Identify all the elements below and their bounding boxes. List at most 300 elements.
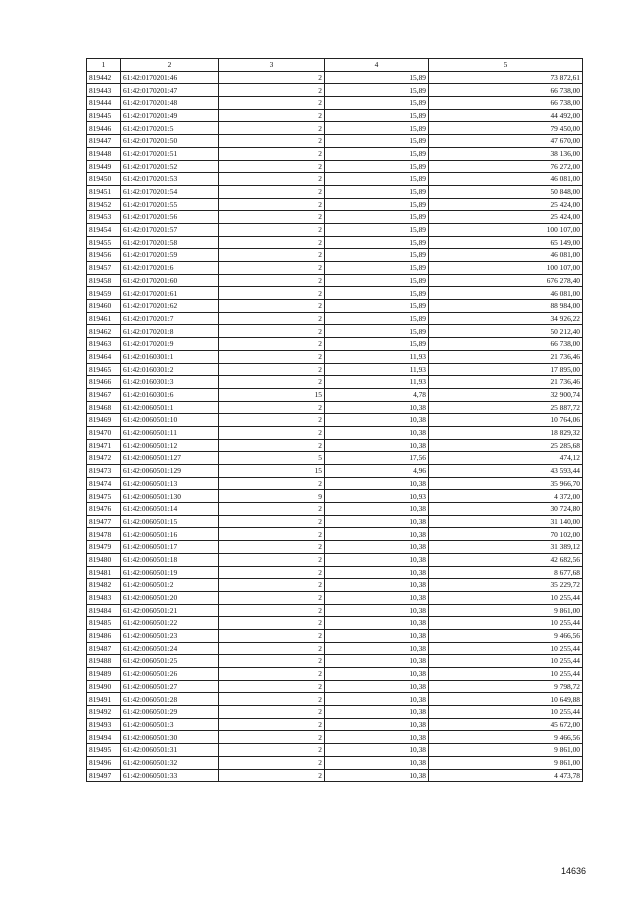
column-5-cell: 25 424,00 [429, 211, 583, 224]
table-row [87, 249, 583, 262]
row-id-cell: 819477 [87, 515, 121, 528]
column-3-cell: 2 [219, 439, 325, 452]
table-row [87, 109, 583, 122]
column-5-cell: 9 861,00 [429, 604, 583, 617]
table-row [87, 528, 583, 541]
column-4-cell: 15,89 [325, 236, 429, 249]
table-row [87, 693, 583, 706]
cadastral-number-cell: 61:42:0060501:23 [121, 629, 219, 642]
column-4-cell: 10,38 [325, 566, 429, 579]
cadastral-number-cell: 61:42:0170201:60 [121, 274, 219, 287]
table-body [87, 71, 583, 782]
table-row [87, 338, 583, 351]
column-4-cell: 15,89 [325, 223, 429, 236]
row-id-cell: 819484 [87, 604, 121, 617]
cadastral-number-cell: 61:42:0170201:5 [121, 122, 219, 135]
table-row [87, 122, 583, 135]
column-5-cell: 35 966,70 [429, 477, 583, 490]
column-4-cell: 17,56 [325, 452, 429, 465]
row-id-cell: 819492 [87, 706, 121, 719]
column-4-cell: 10,38 [325, 693, 429, 706]
cadastral-number-cell: 61:42:0170201:47 [121, 84, 219, 97]
cadastral-number-cell: 61:42:0060501:29 [121, 706, 219, 719]
row-id-cell: 819487 [87, 642, 121, 655]
row-id-cell: 819483 [87, 591, 121, 604]
cadastral-number-cell: 61:42:0170201:50 [121, 135, 219, 148]
row-id-cell: 819443 [87, 84, 121, 97]
column-4-cell: 10,38 [325, 668, 429, 681]
row-id-cell: 819472 [87, 452, 121, 465]
table-row [87, 185, 583, 198]
column-3-cell: 2 [219, 147, 325, 160]
column-4-cell: 15,89 [325, 312, 429, 325]
table-row [87, 477, 583, 490]
cadastral-number-cell: 61:42:0060501:24 [121, 642, 219, 655]
row-id-cell: 819493 [87, 718, 121, 731]
column-5-cell: 474,12 [429, 452, 583, 465]
column-3-cell: 2 [219, 135, 325, 148]
table-row [87, 84, 583, 97]
column-4-cell: 10,38 [325, 680, 429, 693]
table-row [87, 211, 583, 224]
column-4-cell: 10,93 [325, 490, 429, 503]
column-4-cell: 15,89 [325, 262, 429, 275]
table-row [87, 503, 583, 516]
cadastral-number-cell: 61:42:0170201:49 [121, 109, 219, 122]
column-3-cell: 2 [219, 97, 325, 110]
cadastral-number-cell: 61:42:0160301:6 [121, 388, 219, 401]
column-4-cell: 10,38 [325, 769, 429, 782]
column-4-cell: 15,89 [325, 300, 429, 313]
column-4-cell: 10,38 [325, 756, 429, 769]
row-id-cell: 819448 [87, 147, 121, 160]
cadastral-number-cell: 61:42:0060501:21 [121, 604, 219, 617]
cadastral-number-cell: 61:42:0170201:53 [121, 173, 219, 186]
column-3-cell: 2 [219, 211, 325, 224]
cadastral-number-cell: 61:42:0060501:19 [121, 566, 219, 579]
cadastral-number-cell: 61:42:0160301:1 [121, 350, 219, 363]
row-id-cell: 819478 [87, 528, 121, 541]
column-5-cell: 35 229,72 [429, 579, 583, 592]
column-3-cell: 2 [219, 553, 325, 566]
table-row [87, 312, 583, 325]
table-row [87, 173, 583, 186]
row-id-cell: 819466 [87, 376, 121, 389]
column-5-cell: 4 372,00 [429, 490, 583, 503]
column-5-cell: 676 278,40 [429, 274, 583, 287]
row-id-cell: 819489 [87, 668, 121, 681]
column-3-cell: 2 [219, 579, 325, 592]
row-id-cell: 819455 [87, 236, 121, 249]
row-id-cell: 819490 [87, 680, 121, 693]
column-4-cell: 11,93 [325, 376, 429, 389]
column-5-cell: 42 682,56 [429, 553, 583, 566]
column-3-cell: 2 [219, 71, 325, 84]
column-3-cell: 2 [219, 731, 325, 744]
column-5-cell: 50 848,00 [429, 185, 583, 198]
column-5-cell: 70 102,00 [429, 528, 583, 541]
table-row [87, 97, 583, 110]
column-3-cell: 2 [219, 655, 325, 668]
row-id-cell: 819449 [87, 160, 121, 173]
column-4-cell: 10,38 [325, 655, 429, 668]
row-id-cell: 819442 [87, 71, 121, 84]
column-3-cell: 2 [219, 325, 325, 338]
column-5-cell: 30 724,80 [429, 503, 583, 516]
row-id-cell: 819456 [87, 249, 121, 262]
column-3-cell: 2 [219, 426, 325, 439]
column-5-cell: 17 895,00 [429, 363, 583, 376]
table-row [87, 553, 583, 566]
row-id-cell: 819491 [87, 693, 121, 706]
column-3-cell: 2 [219, 300, 325, 313]
column-3-cell: 2 [219, 363, 325, 376]
column-4-cell: 10,38 [325, 541, 429, 554]
column-5-cell: 4 473,78 [429, 769, 583, 782]
table-row [87, 756, 583, 769]
row-id-cell: 819485 [87, 617, 121, 630]
column-5-cell: 46 081,00 [429, 287, 583, 300]
row-id-cell: 819481 [87, 566, 121, 579]
row-id-cell: 819447 [87, 135, 121, 148]
column-5-cell: 34 926,22 [429, 312, 583, 325]
column-4-cell: 15,89 [325, 249, 429, 262]
column-5-cell: 79 450,00 [429, 122, 583, 135]
column-4-cell: 10,38 [325, 503, 429, 516]
table-row [87, 591, 583, 604]
table-row [87, 363, 583, 376]
row-id-cell: 819479 [87, 541, 121, 554]
cadastral-number-cell: 61:42:0170201:54 [121, 185, 219, 198]
column-5-cell: 9 861,00 [429, 744, 583, 757]
column-4-cell: 10,38 [325, 439, 429, 452]
row-id-cell: 819482 [87, 579, 121, 592]
table-row [87, 642, 583, 655]
column-4-cell: 10,38 [325, 477, 429, 490]
table-row [87, 325, 583, 338]
row-id-cell: 819497 [87, 769, 121, 782]
column-4-cell: 10,38 [325, 591, 429, 604]
column-3-cell: 2 [219, 122, 325, 135]
column-5-cell: 25 285,68 [429, 439, 583, 452]
row-id-cell: 819453 [87, 211, 121, 224]
column-4-cell: 15,89 [325, 185, 429, 198]
column-4-cell: 4,78 [325, 388, 429, 401]
column-4-cell: 10,38 [325, 706, 429, 719]
row-id-cell: 819444 [87, 97, 121, 110]
row-id-cell: 819452 [87, 198, 121, 211]
table-row [87, 629, 583, 642]
cadastral-number-cell: 61:42:0160301:3 [121, 376, 219, 389]
cadastral-number-cell: 61:42:0060501:127 [121, 452, 219, 465]
table-row [87, 160, 583, 173]
cadastral-number-cell: 61:42:0060501:17 [121, 541, 219, 554]
cadastral-number-cell: 61:42:0060501:10 [121, 414, 219, 427]
column-4-cell: 10,38 [325, 718, 429, 731]
column-4-cell: 15,89 [325, 325, 429, 338]
cadastral-number-cell: 61:42:0060501:3 [121, 718, 219, 731]
column-5-cell: 18 829,32 [429, 426, 583, 439]
cadastral-number-cell: 61:42:0060501:11 [121, 426, 219, 439]
column-5-cell: 10 255,44 [429, 668, 583, 681]
cadastral-number-cell: 61:42:0060501:12 [121, 439, 219, 452]
cadastral-number-cell: 61:42:0170201:8 [121, 325, 219, 338]
column-3-cell: 2 [219, 629, 325, 642]
cadastral-number-cell: 61:42:0060501:32 [121, 756, 219, 769]
column-3-cell: 2 [219, 744, 325, 757]
table-row [87, 566, 583, 579]
table-row [87, 262, 583, 275]
column-header-3: 3 [219, 59, 325, 72]
column-4-cell: 15,89 [325, 147, 429, 160]
cadastral-number-cell: 61:42:0060501:31 [121, 744, 219, 757]
cadastral-number-cell: 61:42:0170201:59 [121, 249, 219, 262]
column-3-cell: 2 [219, 262, 325, 275]
column-3-cell: 2 [219, 236, 325, 249]
cadastral-number-cell: 61:42:0060501:13 [121, 477, 219, 490]
cadastral-number-cell: 61:42:0060501:25 [121, 655, 219, 668]
cadastral-number-cell: 61:42:0060501:30 [121, 731, 219, 744]
column-4-cell: 10,38 [325, 414, 429, 427]
table-row [87, 744, 583, 757]
row-id-cell: 819460 [87, 300, 121, 313]
column-4-cell: 15,89 [325, 287, 429, 300]
column-4-cell: 15,89 [325, 84, 429, 97]
column-5-cell: 10 255,44 [429, 591, 583, 604]
cadastral-number-cell: 61:42:0170201:62 [121, 300, 219, 313]
column-5-cell: 44 492,00 [429, 109, 583, 122]
column-5-cell: 10 764,06 [429, 414, 583, 427]
row-id-cell: 819469 [87, 414, 121, 427]
column-3-cell: 5 [219, 452, 325, 465]
column-5-cell: 100 107,00 [429, 223, 583, 236]
column-4-cell: 11,93 [325, 350, 429, 363]
row-id-cell: 819463 [87, 338, 121, 351]
table-row [87, 376, 583, 389]
table-row [87, 198, 583, 211]
cadastral-number-cell: 61:42:0060501:26 [121, 668, 219, 681]
column-3-cell: 2 [219, 528, 325, 541]
column-4-cell: 15,89 [325, 160, 429, 173]
cadastral-number-cell: 61:42:0060501:18 [121, 553, 219, 566]
table-row [87, 718, 583, 731]
column-3-cell: 2 [219, 617, 325, 630]
column-5-cell: 47 670,00 [429, 135, 583, 148]
column-3-cell: 2 [219, 706, 325, 719]
cadastral-number-cell: 61:42:0170201:7 [121, 312, 219, 325]
cadastral-number-cell: 61:42:0170201:55 [121, 198, 219, 211]
cadastral-number-cell: 61:42:0170201:6 [121, 262, 219, 275]
column-5-cell: 10 255,44 [429, 642, 583, 655]
column-3-cell: 2 [219, 312, 325, 325]
column-4-cell: 11,93 [325, 363, 429, 376]
column-5-cell: 65 149,00 [429, 236, 583, 249]
cadastral-number-cell: 61:42:0060501:1 [121, 401, 219, 414]
row-id-cell: 819495 [87, 744, 121, 757]
table-row [87, 668, 583, 681]
table-row [87, 414, 583, 427]
column-5-cell: 46 081,00 [429, 249, 583, 262]
column-3-cell: 2 [219, 503, 325, 516]
column-5-cell: 31 140,00 [429, 515, 583, 528]
row-id-cell: 819446 [87, 122, 121, 135]
cadastral-number-cell: 61:42:0170201:48 [121, 97, 219, 110]
row-id-cell: 819458 [87, 274, 121, 287]
column-3-cell: 2 [219, 414, 325, 427]
row-id-cell: 819462 [87, 325, 121, 338]
column-3-cell: 2 [219, 338, 325, 351]
cadastral-number-cell: 61:42:0160301:2 [121, 363, 219, 376]
column-3-cell: 2 [219, 376, 325, 389]
column-4-cell: 15,89 [325, 338, 429, 351]
column-3-cell: 2 [219, 84, 325, 97]
column-5-cell: 66 738,00 [429, 97, 583, 110]
column-5-cell: 45 672,00 [429, 718, 583, 731]
column-header-2: 2 [121, 59, 219, 72]
column-5-cell: 10 255,44 [429, 617, 583, 630]
column-5-cell: 8 677,68 [429, 566, 583, 579]
column-4-cell: 10,38 [325, 579, 429, 592]
table-row [87, 579, 583, 592]
column-header-1: 1 [87, 59, 121, 72]
column-5-cell: 46 081,00 [429, 173, 583, 186]
column-3-cell: 2 [219, 642, 325, 655]
column-3-cell: 2 [219, 477, 325, 490]
row-id-cell: 819471 [87, 439, 121, 452]
table-row [87, 350, 583, 363]
column-3-cell: 2 [219, 515, 325, 528]
cadastral-number-cell: 61:42:0060501:27 [121, 680, 219, 693]
table-row [87, 617, 583, 630]
row-id-cell: 819470 [87, 426, 121, 439]
page-number: 14636 [560, 866, 586, 876]
column-5-cell: 88 984,00 [429, 300, 583, 313]
cadastral-number-cell: 61:42:0170201:52 [121, 160, 219, 173]
table-row [87, 706, 583, 719]
cadastral-number-cell: 61:42:0060501:16 [121, 528, 219, 541]
column-3-cell: 2 [219, 591, 325, 604]
table-row [87, 655, 583, 668]
row-id-cell: 819457 [87, 262, 121, 275]
table-row [87, 680, 583, 693]
row-id-cell: 819464 [87, 350, 121, 363]
column-4-cell: 10,38 [325, 731, 429, 744]
table-row [87, 426, 583, 439]
row-id-cell: 819475 [87, 490, 121, 503]
column-3-cell: 2 [219, 160, 325, 173]
column-4-cell: 10,38 [325, 617, 429, 630]
column-3-cell: 2 [219, 756, 325, 769]
column-4-cell: 4,96 [325, 465, 429, 478]
column-3-cell: 2 [219, 668, 325, 681]
table-row [87, 300, 583, 313]
column-5-cell: 31 389,12 [429, 541, 583, 554]
column-5-cell: 9 466,56 [429, 629, 583, 642]
column-5-cell: 100 107,00 [429, 262, 583, 275]
row-id-cell: 819488 [87, 655, 121, 668]
column-5-cell: 21 736,46 [429, 376, 583, 389]
column-3-cell: 2 [219, 566, 325, 579]
column-5-cell: 25 424,00 [429, 198, 583, 211]
row-id-cell: 819486 [87, 629, 121, 642]
column-4-cell: 10,38 [325, 629, 429, 642]
column-4-cell: 15,89 [325, 173, 429, 186]
column-5-cell: 10 649,88 [429, 693, 583, 706]
column-5-cell: 25 887,72 [429, 401, 583, 414]
cadastral-number-cell: 61:42:0170201:9 [121, 338, 219, 351]
column-3-cell: 2 [219, 198, 325, 211]
column-4-cell: 10,38 [325, 553, 429, 566]
column-5-cell: 76 272,00 [429, 160, 583, 173]
cadastral-number-cell: 61:42:0170201:58 [121, 236, 219, 249]
column-3-cell: 15 [219, 465, 325, 478]
column-3-cell: 2 [219, 541, 325, 554]
cadastral-number-cell: 61:42:0060501:2 [121, 579, 219, 592]
column-4-cell: 15,89 [325, 122, 429, 135]
table-row [87, 465, 583, 478]
column-4-cell: 15,89 [325, 71, 429, 84]
row-id-cell: 819451 [87, 185, 121, 198]
row-id-cell: 819454 [87, 223, 121, 236]
column-header-5: 5 [429, 59, 583, 72]
column-3-cell: 2 [219, 680, 325, 693]
column-3-cell: 2 [219, 274, 325, 287]
cadastral-number-cell: 61:42:0060501:130 [121, 490, 219, 503]
column-3-cell: 15 [219, 388, 325, 401]
table-row [87, 287, 583, 300]
column-4-cell: 10,38 [325, 426, 429, 439]
column-5-cell: 66 738,00 [429, 84, 583, 97]
column-4-cell: 15,89 [325, 274, 429, 287]
column-3-cell: 2 [219, 109, 325, 122]
column-4-cell: 15,89 [325, 97, 429, 110]
cadastral-number-cell: 61:42:0170201:51 [121, 147, 219, 160]
column-3-cell: 2 [219, 401, 325, 414]
column-3-cell: 2 [219, 173, 325, 186]
column-5-cell: 66 738,00 [429, 338, 583, 351]
column-3-cell: 2 [219, 185, 325, 198]
column-3-cell: 2 [219, 718, 325, 731]
column-4-cell: 10,38 [325, 744, 429, 757]
cadastral-number-cell: 61:42:0060501:15 [121, 515, 219, 528]
row-id-cell: 819467 [87, 388, 121, 401]
row-id-cell: 819496 [87, 756, 121, 769]
table-row [87, 490, 583, 503]
table-row [87, 604, 583, 617]
table-row [87, 147, 583, 160]
table-row [87, 515, 583, 528]
table-row [87, 731, 583, 744]
cadastral-number-cell: 61:42:0060501:20 [121, 591, 219, 604]
column-4-cell: 15,89 [325, 198, 429, 211]
column-3-cell: 2 [219, 604, 325, 617]
row-id-cell: 819474 [87, 477, 121, 490]
column-4-cell: 10,38 [325, 401, 429, 414]
row-id-cell: 819473 [87, 465, 121, 478]
row-id-cell: 819450 [87, 173, 121, 186]
cadastral-number-cell: 61:42:0060501:129 [121, 465, 219, 478]
column-5-cell: 10 255,44 [429, 655, 583, 668]
table-row [87, 401, 583, 414]
column-4-cell: 10,38 [325, 515, 429, 528]
table-row [87, 71, 583, 84]
column-4-cell: 15,89 [325, 109, 429, 122]
column-4-cell: 15,89 [325, 135, 429, 148]
row-id-cell: 819494 [87, 731, 121, 744]
column-3-cell: 2 [219, 287, 325, 300]
row-id-cell: 819445 [87, 109, 121, 122]
table-row [87, 236, 583, 249]
